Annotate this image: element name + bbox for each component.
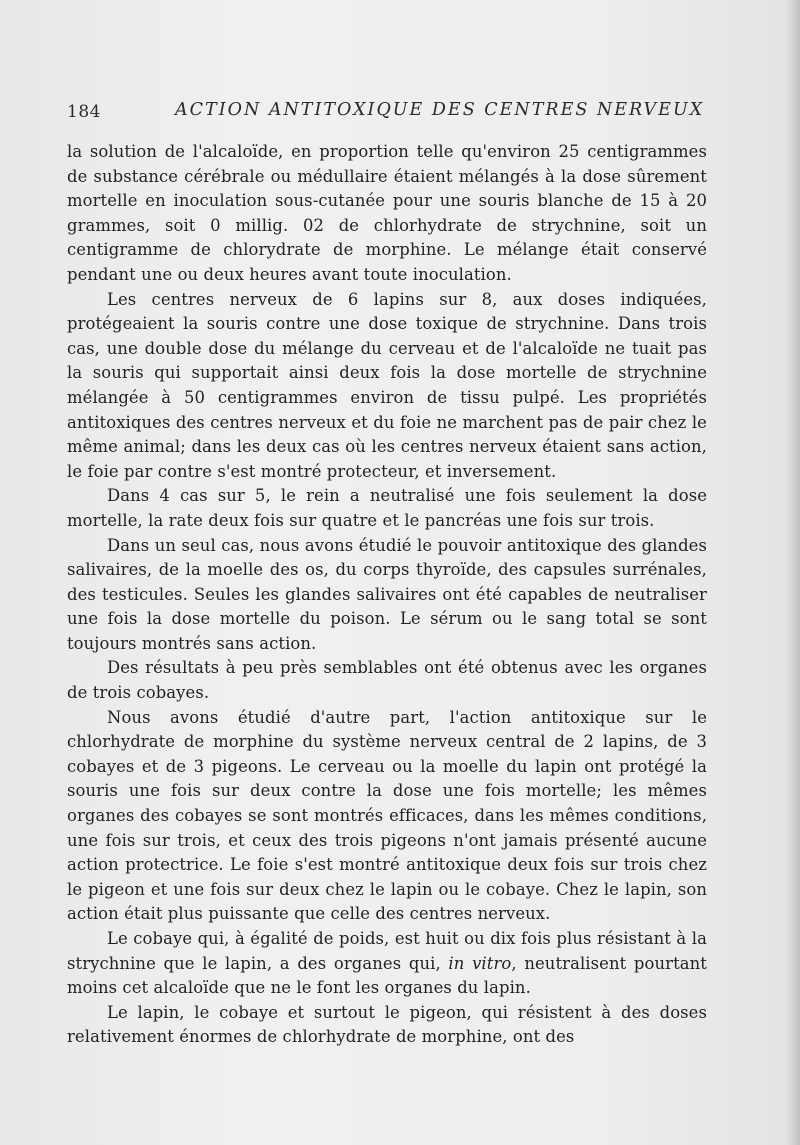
paragraph-1: la solution de l'alcaloïde, en proportion telle qu'environ 25 centigrammes de substance cérébrale ou médullaire étaient mélangés à la dose sûrement mortelle en inoculation sous-cutanée pour une souris blanche de 15 à 20 grammes, soit 0 millig. 02 de chlorhydrate de strychnine, soit un centigramme de chlorydrate de morphine. Le mélange était conservé pendant une ou deux heures avant toute inoculation. (67, 142, 707, 284)
page-number: 184 (67, 102, 101, 122)
page-edge-shadow (786, 0, 800, 1145)
body-text (67, 140, 707, 1050)
paragraph-3: Dans 4 cas sur 5, le rein a neutralisé une fois seulement la dose mortelle, la rate deux fois sur quatre et le pancréas une fois sur trois. (67, 486, 707, 530)
paragraph-5: Des résultats à peu près semblables ont été obtenus avec les organes de trois cobayes. (67, 658, 707, 703)
page-header (67, 96, 707, 126)
paragraph-7-text-after: , neutralisent pourtant moins cet alcaloïde que ne le font les organes du lapin. (67, 953, 707, 998)
paragraph-7-text-before: Le cobaye qui, à égalité de poids, est huit ou dix fois plus résistant à la strychnine que le lapin, a des organes qui, (67, 929, 707, 973)
running-head: ACTION ANTITOXIQUE DES CENTRES NERVEUX (175, 100, 705, 120)
paragraph-4: Dans un seul cas, nous avons étudié le pouvoir antitoxique des glandes salivaires, de la moelle des os, du corps thyroïde, des capsules surrénales, des testicules. Seules les glandes salivaires ont été capables de neutraliser une fois la dose mortelle du poison. Le sérum ou le sang total se sont toujours montrés sans action. (67, 535, 707, 653)
paragraph-2: Les centres nerveux de 6 lapins sur 8, aux doses indiquées, protégeaient la souris contre une dose toxique de strychnine. Dans trois cas, une double dose du mélange du cerveau et de l'alcaloïde ne tuait pas la souris qui supportait ainsi deux fois la dose mortelle de strychnine mélangée à 50 centigrammes environ de tissu pulpé. Les propriétés antitoxiques des centres nerveux et du foie ne marchent pas de pair chez le même animal; dans les deux cas où les centres nerveux étaient sans action, le foie par contre s'est montré protecteur, et inversement. (67, 289, 707, 481)
paragraph-7-italic: in vitro (448, 953, 512, 973)
paragraph-8: Le lapin, le cobaye et surtout le pigeon, qui résistent à des doses relativement énormes de chlorhydrate de morphine, ont des (67, 1002, 707, 1047)
paragraph-6: Nous avons étudié d'autre part, l'action antitoxique sur le chlorhydrate de morphine du système nerveux central de 2 lapins, de 3 cobayes et de 3 pigeons. Le cerveau ou la moelle du lapin ont protégé la souris une fois sur deux contre la dose une fois mortelle; les mêmes organes des cobayes se sont montrés efficaces, dans les mêmes conditions, une fois sur trois, et ceux des trois pigeons n'ont jamais présenté aucune action protectrice. Le foie s'est montré antitoxique deux fois sur trois chez le pigeon et une fois sur deux chez le lapin ou le cobaye. Chez le lapin, son action était plus puissante que celle des centres nerveux. (67, 707, 707, 924)
paragraph-7 (67, 927, 707, 1001)
